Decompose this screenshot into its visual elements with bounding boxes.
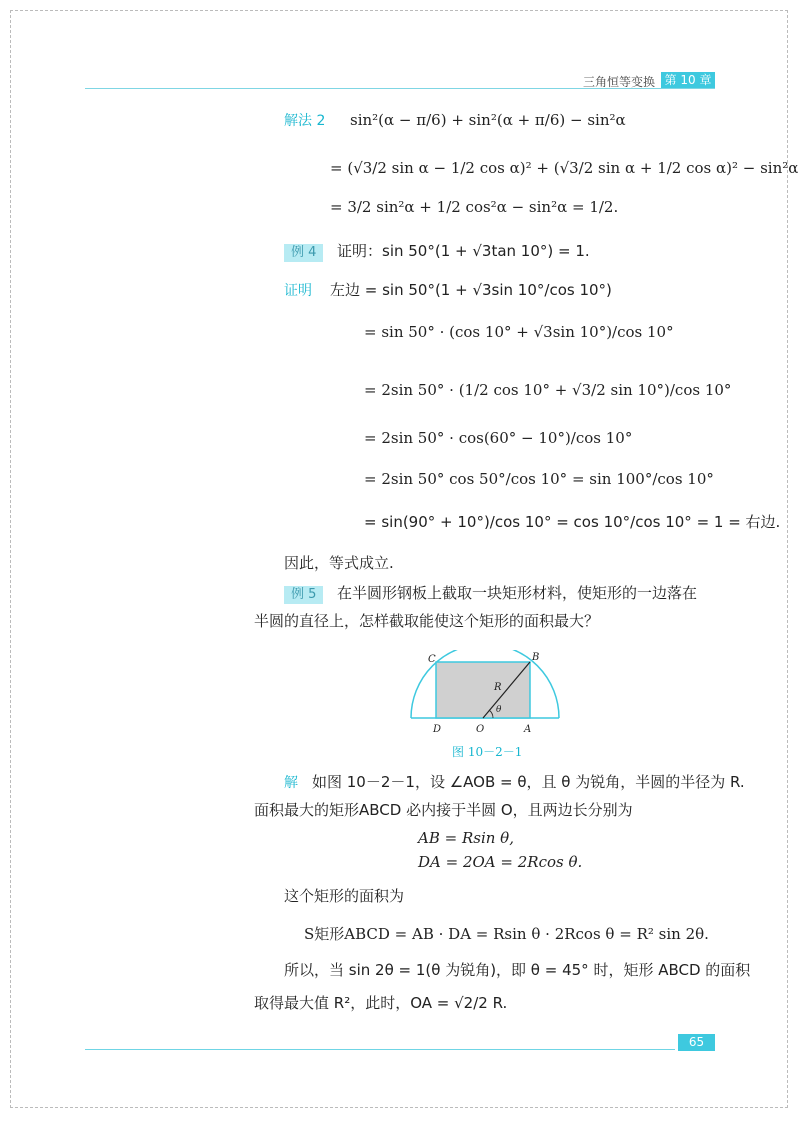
solution-line3: 这个矩形的面积为 [284, 887, 405, 905]
label-O: O [476, 724, 485, 735]
method2-line2: = (√3/2 sin α − 1/2 cos α)² + (√3/2 sin α + 1/2 cos α)² − sin²α [330, 159, 799, 177]
proof-step-2: = sin 50° · (cos 10° + √3sin 10°)/cos 10° [364, 323, 674, 341]
solution-eq2: DA = 2OA = 2Rcos θ. [418, 853, 583, 871]
solution-line5: 取得最大值 R²，此时，OA = √2/2 R. [254, 994, 508, 1012]
method2-line3: = 3/2 sin²α + 1/2 cos²α − sin²α = 1/2. [330, 198, 619, 216]
proof-step-3: = 2sin 50° · (1/2 cos 10° + √3/2 sin 10°)/cos 10° [364, 381, 732, 399]
page-number: 65 [678, 1034, 715, 1051]
chapter-tag: 第 10 章 [661, 72, 715, 88]
label-B: B [532, 652, 540, 663]
label-A: A [524, 724, 532, 735]
label-theta: θ [496, 705, 502, 715]
footer-rule [85, 1049, 675, 1050]
chapter-title: 三角恒等变换 [583, 75, 656, 89]
inscribed-rectangle [436, 662, 530, 718]
proof-conclusion: 因此，等式成立. [284, 554, 394, 572]
figure-caption: 图 10－2－1 [452, 745, 523, 759]
semicircle-figure [400, 650, 570, 738]
method2-label: 解法 2 [284, 113, 326, 129]
example5-tag: 例 5 [284, 583, 323, 604]
example4-tag: 例 4 [284, 241, 323, 262]
proof-label: 证明 [284, 283, 312, 299]
area-equation: S矩形ABCD = AB · DA = Rsin θ · 2Rcos θ = R² sin 2θ. [304, 925, 709, 943]
proof-step-6: = sin(90° + 10°)/cos 10° = cos 10°/cos 10° = 1 = 右边. [364, 513, 781, 531]
solution-line1: 如图 10－2－1，设 ∠AOB = θ，且 θ 为锐角，半圆的半径为 R. [312, 773, 745, 791]
example4-statement: 证明：sin 50°(1 + √3tan 10°) = 1. [337, 242, 590, 260]
method2-line1: sin²(α − π/6) + sin²(α + π/6) − sin²α [350, 111, 626, 129]
solution-line2: 面积最大的矩形ABCD 必内接于半圆 O，且两边长分别为 [254, 801, 633, 819]
solution-line4: 所以，当 sin 2θ = 1(θ 为锐角)，即 θ = 45° 时，矩形 ABCD 的面积 [284, 961, 751, 979]
label-C: C [428, 654, 436, 665]
solution-eq1: AB = Rsin θ, [418, 829, 514, 847]
proof-step-5: = 2sin 50° cos 50°/cos 10° = sin 100°/cos 10° [364, 470, 714, 488]
proof-step-4: = 2sin 50° · cos(60° − 10°)/cos 10° [364, 429, 633, 447]
example5-text-line1: 在半圆形钢板上截取一块矩形材料，使矩形的一边落在 [337, 584, 698, 602]
example5-text-line2: 半圆的直径上，怎样截取能使这个矩形的面积最大？ [254, 612, 600, 630]
label-D: D [433, 724, 442, 735]
label-R: R [494, 682, 502, 693]
solution-label: 解 [284, 775, 298, 791]
proof-step-1: 左边 = sin 50°(1 + √3sin 10°/cos 10°) [330, 281, 612, 299]
